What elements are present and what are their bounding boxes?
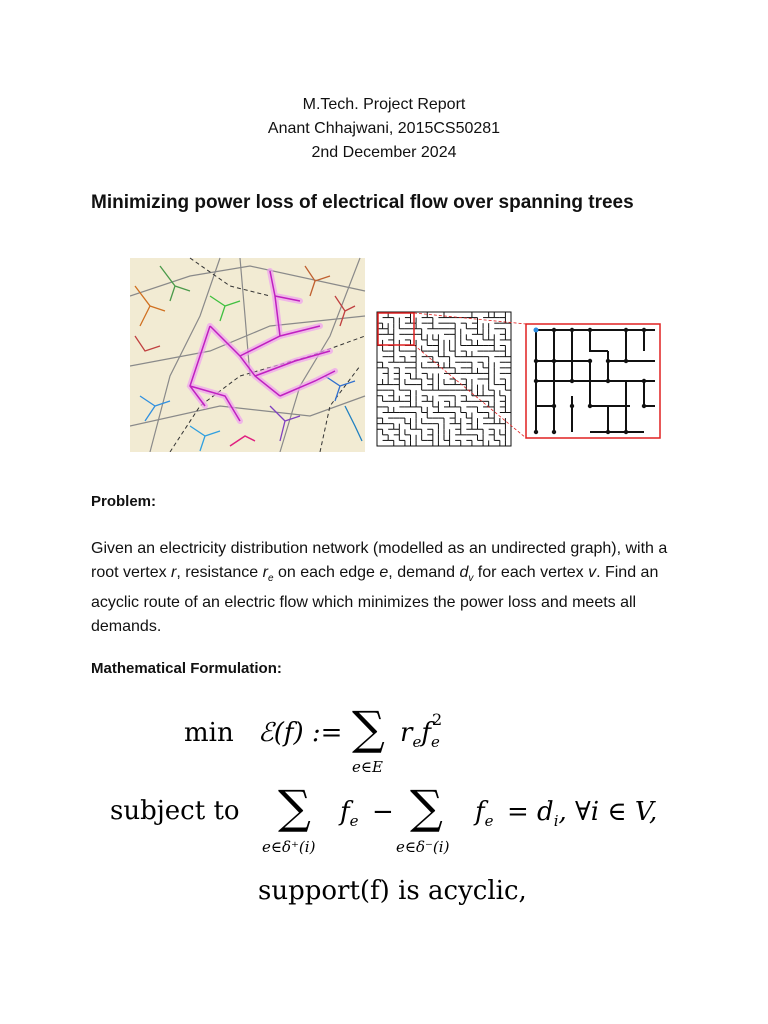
formulation-heading: Mathematical Formulation: (91, 660, 282, 677)
problem-heading: Problem: (91, 493, 157, 510)
sum-index-3: e∈δ⁻(i) (396, 838, 450, 856)
root-symbol: r (171, 564, 177, 581)
vertex-symbol: v (588, 564, 597, 581)
resistance-symbol: r (262, 564, 268, 581)
f-symbol: f (421, 718, 431, 748)
d-subscript: i (553, 812, 559, 831)
tree-node (534, 430, 538, 434)
flow-term-2 (475, 797, 494, 830)
report-type: M.Tech. Project Report (302, 96, 466, 113)
tree-node (606, 379, 610, 383)
problem-text-6: . Find an acyclic route of an electric flow which minimizes the power loss and meets all demands. (91, 564, 659, 636)
tree-node (624, 430, 628, 434)
page-title: Minimizing power loss of electrical flow over spanning trees (91, 192, 634, 213)
r-subscript: e (412, 733, 422, 752)
subject-to-label: subject to (110, 796, 240, 826)
author-line: Anant Chhajwani, 2015CS50281 (267, 120, 501, 137)
problem-text-5: for each vertex (473, 564, 589, 581)
tree-node (534, 359, 538, 363)
demand-rhs (507, 797, 657, 830)
equals-d: = d (507, 797, 554, 827)
problem-text-4: , demand (388, 564, 460, 581)
resistance-subscript: e (267, 573, 274, 585)
tree-node (570, 379, 574, 383)
tree-node (606, 359, 610, 363)
flow-f-1: f (340, 797, 350, 827)
flow-sub-1: e (349, 812, 359, 831)
zoomed-tree-image (526, 324, 660, 438)
problem-statement (91, 537, 691, 639)
tree-node (642, 328, 646, 332)
tree-node (642, 379, 646, 383)
square-exponent: 2 (431, 710, 443, 729)
sum-symbol-3: ∑ (410, 780, 443, 834)
sum-index-2: e∈δ⁺(i) (262, 838, 316, 856)
min-operator: min (184, 718, 234, 748)
tree-node (588, 404, 592, 408)
distribution-map-image (130, 258, 365, 452)
tree-node (624, 328, 628, 332)
tree-node (624, 359, 628, 363)
problem-text-3: on each edge (273, 564, 380, 581)
r-symbol: r (400, 718, 413, 748)
minus-sign: − (372, 797, 394, 827)
tree-node (552, 328, 556, 332)
sum-symbol-2: ∑ (278, 780, 311, 834)
f-subscript: e (430, 733, 440, 752)
energy-definition: ℰ(f) := (258, 718, 343, 748)
problem-text-2: , resistance (176, 564, 263, 581)
report-date: 2nd December 2024 (311, 144, 457, 161)
tree-node (588, 359, 592, 363)
objective-term (400, 710, 443, 752)
tree-node (570, 404, 574, 408)
tree-node (552, 359, 556, 363)
sum-index-1: e∈E (352, 758, 383, 776)
network-figure (130, 256, 665, 452)
tree-node (552, 404, 556, 408)
problem-text-1: Given an electricity distribution network (modelled as an undirected graph), with a root vertex (91, 540, 668, 581)
tree-node (552, 430, 556, 434)
tree-node (588, 328, 592, 332)
tree-node (606, 430, 610, 434)
demand-symbol: d (459, 564, 469, 581)
flow-f-2: f (475, 797, 485, 827)
sum-symbol-1: ∑ (352, 701, 385, 755)
edge-symbol: e (379, 564, 389, 581)
tree-node (534, 379, 538, 383)
acyclic-constraint: support(f) is acyclic, (258, 876, 527, 906)
report-header (0, 93, 768, 165)
tree-node (642, 404, 646, 408)
flow-term-1 (340, 797, 359, 830)
flow-sub-2: e (484, 812, 494, 831)
forall-clause: , ∀i ∈ V, (558, 797, 658, 827)
spanning-tree-grid-image (377, 312, 526, 446)
tree-node (570, 328, 574, 332)
demand-subscript: v (468, 573, 474, 585)
